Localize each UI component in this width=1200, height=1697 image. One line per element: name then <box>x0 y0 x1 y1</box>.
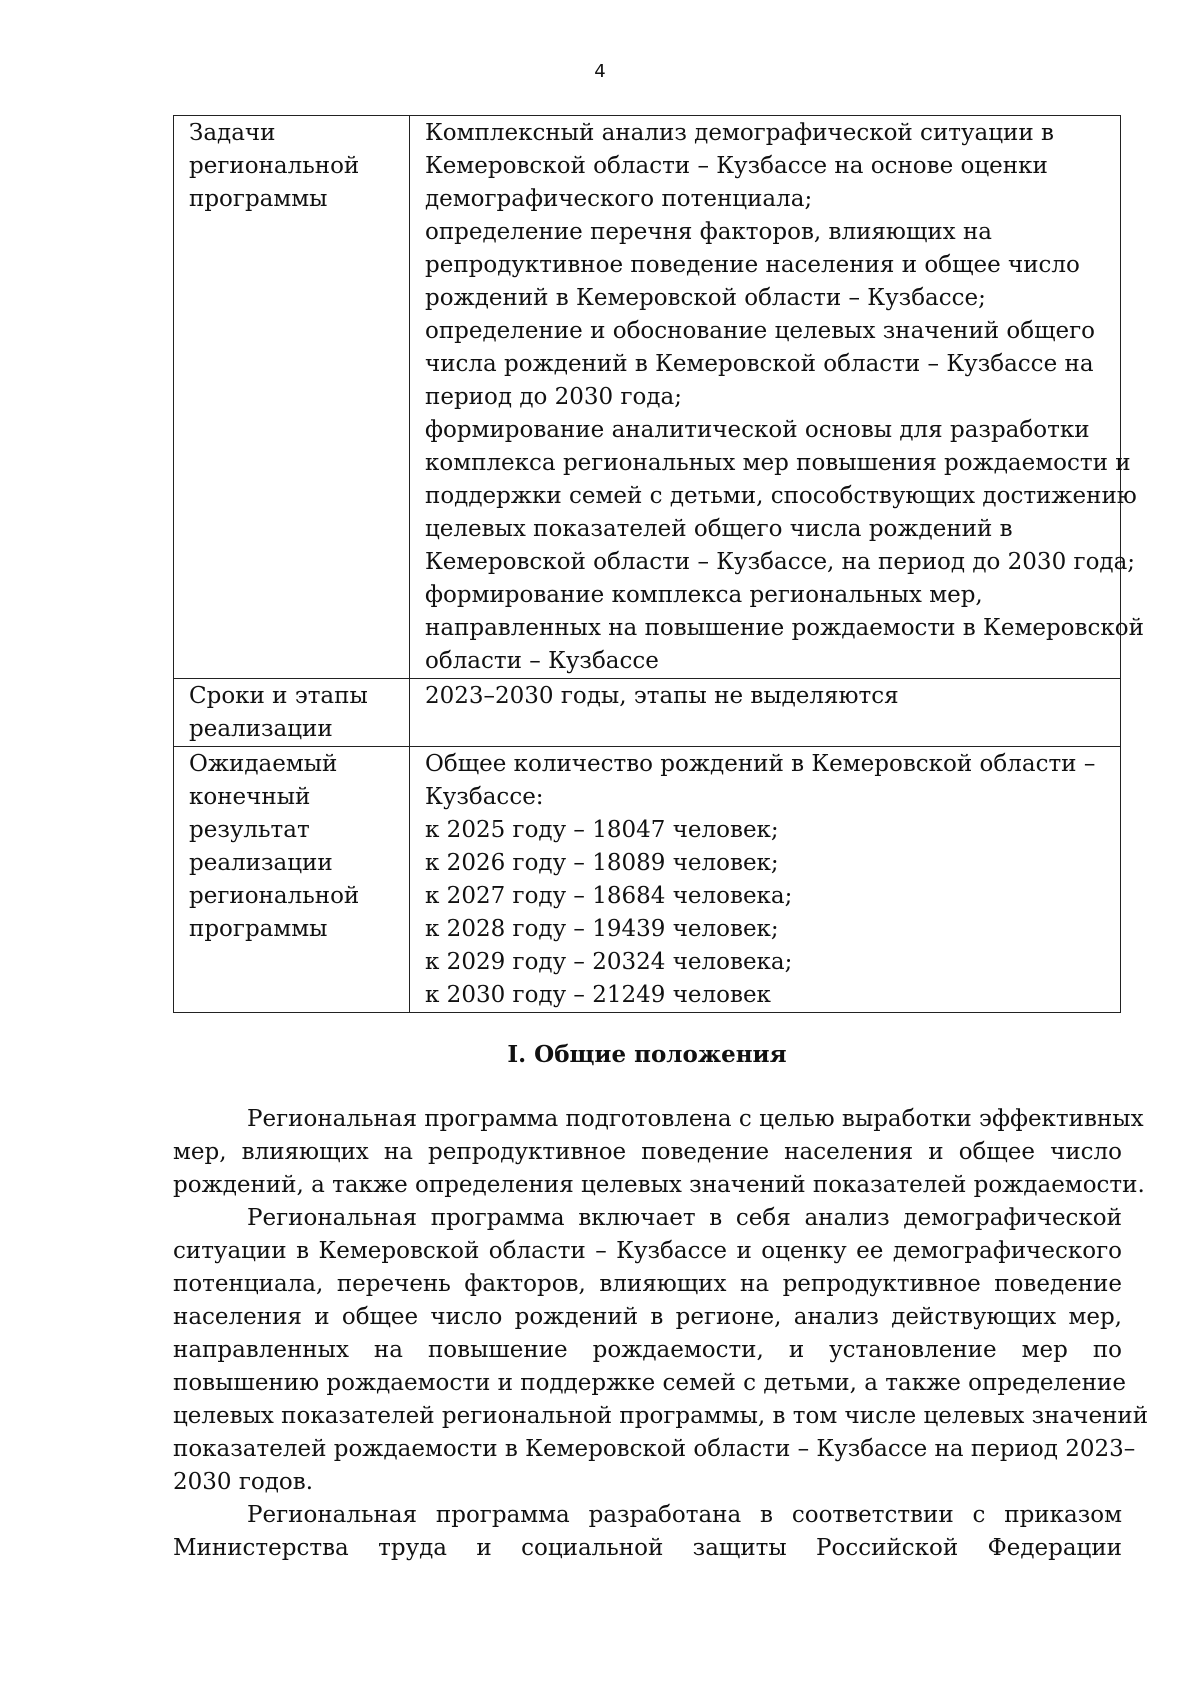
row-value-line: демографического потенциала; <box>425 186 813 212</box>
table-row <box>174 679 1121 747</box>
row-label-line: региональной <box>189 883 360 909</box>
row-label-line: Ожидаемый <box>189 751 338 777</box>
table-row <box>174 116 1121 679</box>
paragraph-line: мер, влияющих на репродуктивное поведение населения и общее число <box>173 1139 1122 1165</box>
row-value-line: период до 2030 года; <box>425 384 682 410</box>
row-label-line: программы <box>189 916 328 942</box>
paragraph <box>173 1103 1145 1202</box>
row-label-line: реализации <box>189 850 333 876</box>
paragraph-line: Региональная программа подготовлена с целью выработки эффективных <box>247 1106 1144 1132</box>
row-value-line: определение перечня факторов, влияющих на <box>425 219 992 245</box>
row-value-line: к 2026 году – 18089 человек; <box>425 850 779 876</box>
row-value-line: к 2029 году – 20324 человека; <box>425 949 793 975</box>
row-value-line: к 2027 году – 18684 человека; <box>425 883 793 909</box>
paragraph-line: Министерства труда и социальной защиты Российской Федерации <box>173 1535 1122 1561</box>
row-value-line: Кемеровской области – Кузбассе, на период до 2030 года; <box>425 549 1136 575</box>
section-body <box>173 1103 1149 1565</box>
row-label-cell <box>174 116 410 679</box>
paragraph-line: повышению рождаемости и поддержке семей с детьми, а также определение <box>173 1370 1126 1396</box>
row-value-line: репродуктивное поведение населения и общее число <box>425 252 1080 278</box>
row-value-line: определение и обоснование целевых значений общего <box>425 318 1096 344</box>
row-label-cell <box>174 747 410 1013</box>
row-value-line: направленных на повышение рождаемости в Кемеровской <box>425 615 1144 641</box>
row-label-line: Задачи <box>189 120 276 146</box>
passport-table-body <box>174 116 1144 1013</box>
row-label-cell <box>174 679 410 747</box>
row-value-cell <box>410 679 1121 747</box>
row-value-cell <box>410 116 1144 679</box>
paragraph-line: целевых показателей региональной программы, в том числе целевых значений <box>173 1403 1149 1429</box>
row-value-line: формирование комплекса региональных мер, <box>425 582 983 608</box>
row-label-line: результат <box>189 817 310 843</box>
row-value-line: области – Кузбассе <box>425 648 659 674</box>
row-value-line: 2023–2030 годы, этапы не выделяются <box>425 683 899 709</box>
paragraph-line: Региональная программа разработана в соответствии с приказом <box>247 1502 1122 1528</box>
row-value-line: целевых показателей общего числа рождений в <box>425 516 1013 542</box>
row-value-line: к 2028 году – 19439 человек; <box>425 916 779 942</box>
row-value-line: формирование аналитической основы для разработки <box>425 417 1090 443</box>
row-value-line: комплекса региональных мер повышения рождаемости и <box>425 450 1131 476</box>
paragraph-line: показателей рождаемости в Кемеровской области – Кузбассе на период 2023– <box>173 1436 1136 1462</box>
section-heading: I. Общие положения <box>507 1041 787 1068</box>
row-value-line: Кузбассе: <box>425 784 544 810</box>
row-value-line: поддержки семей с детьми, способствующих достижению <box>425 483 1137 509</box>
row-value-line: к 2030 году – 21249 человек <box>425 982 771 1008</box>
row-label-line: программы <box>189 186 328 212</box>
program-passport-table <box>173 115 1144 1013</box>
paragraph-line: Региональная программа включает в себя анализ демографической <box>247 1205 1122 1231</box>
paragraph-line: населения и общее число рождений в регионе, анализ действующих мер, <box>173 1304 1122 1330</box>
paragraph-line: потенциала, перечень факторов, влияющих на репродуктивное поведение <box>173 1271 1122 1297</box>
row-value-line: к 2025 году – 18047 человек; <box>425 817 779 843</box>
row-value-line: Комплексный анализ демографической ситуации в <box>425 120 1054 146</box>
row-label-line: Сроки и этапы <box>189 683 368 709</box>
row-value-cell <box>410 747 1121 1013</box>
paragraph-line: ситуации в Кемеровской области – Кузбассе и оценку ее демографического <box>173 1238 1122 1264</box>
table-row <box>174 747 1121 1013</box>
paragraph <box>173 1499 1122 1565</box>
page-number: 4 <box>594 61 606 82</box>
row-value-line: Кемеровской области – Кузбассе на основе оценки <box>425 153 1048 179</box>
row-value-line: числа рождений в Кемеровской области – Кузбассе на <box>425 351 1094 377</box>
row-label-line: региональной <box>189 153 360 179</box>
paragraph-line: 2030 годов. <box>173 1469 314 1495</box>
row-label-line: реализации <box>189 716 333 742</box>
row-value-line: Общее количество рождений в Кемеровской области – <box>425 751 1096 777</box>
paragraph <box>173 1202 1149 1499</box>
row-value-line: рождений в Кемеровской области – Кузбассе; <box>425 285 986 311</box>
paragraph-line: направленных на повышение рождаемости, и установление мер по <box>173 1337 1122 1363</box>
paragraph-line: рождений, а также определения целевых значений показателей рождаемости. <box>173 1172 1145 1198</box>
row-label-line: конечный <box>189 784 311 810</box>
